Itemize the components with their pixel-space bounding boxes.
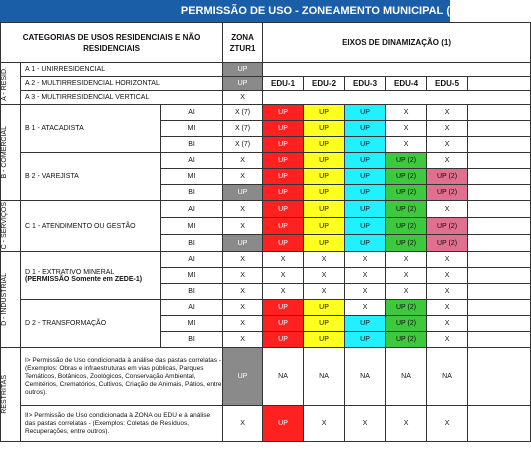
edu-cell: X [345, 268, 386, 284]
zona-cell: X [223, 300, 263, 316]
edu-cell: UP [304, 185, 345, 201]
edu-cell: UP [263, 137, 304, 153]
edu-cell: UP (2) [386, 169, 427, 185]
table-row [1, 252, 531, 268]
edu-cell: UP (2) [386, 300, 427, 316]
table-row [1, 105, 531, 121]
edu-cell: NA [304, 348, 345, 406]
table-row [1, 153, 531, 169]
edu-cell: X [386, 252, 427, 268]
size-label: AI [161, 201, 223, 218]
size-label: AI [161, 105, 223, 121]
zona-cell: UP [223, 185, 263, 201]
zona-cell: X [223, 218, 263, 235]
edu-cell: UP [304, 218, 345, 235]
edu-header: EDU-2 [304, 77, 345, 91]
edu-cell: X [386, 406, 427, 442]
table-row [1, 77, 531, 91]
zona-cell: X [223, 169, 263, 185]
zona-cell: X [223, 252, 263, 268]
edu-cell: UP [263, 406, 304, 442]
table-row [1, 348, 531, 406]
edu-cell: UP [345, 235, 386, 252]
size-label: AI [161, 252, 223, 268]
edu-cell: X [427, 316, 468, 332]
edu-cell: UP [263, 153, 304, 169]
edu-cell: UP [304, 137, 345, 153]
edu-cell: UP [304, 105, 345, 121]
edu-header: EDU-4 [386, 77, 427, 91]
banner-clip: ( [446, 5, 450, 17]
edu-cell: UP [345, 332, 386, 348]
row-label: D 1 - EXTRATIVO MINERAL (PERMISSÃO Somente em ZEDE-1) [21, 252, 161, 300]
edu-cell: UP (2) [386, 316, 427, 332]
edu-cell: X [427, 268, 468, 284]
zona-cell: X (7) [223, 121, 263, 137]
edu-cell: UP (2) [427, 235, 468, 252]
row-label: B 2 - VAREJISTA [21, 153, 161, 201]
edu-cell: UP [304, 316, 345, 332]
edu-cell: UP [345, 218, 386, 235]
size-label: MI [161, 268, 223, 284]
size-label: BI [161, 284, 223, 300]
edu-cell: NA [263, 348, 304, 406]
edu-cell: UP (2) [427, 218, 468, 235]
edu-cell: X [386, 105, 427, 121]
row-label-note: (PERMISSÃO Somente em ZEDE-1) [25, 275, 143, 283]
size-label: BI [161, 332, 223, 348]
group-industrial: D - INDUSTRIAL [1, 252, 21, 348]
edu-cell: X [304, 268, 345, 284]
group-resid: A - RESID. [1, 63, 21, 105]
title-banner [0, 0, 450, 22]
edu-cell: UP (2) [386, 235, 427, 252]
group-restritas: RESTRITAS [1, 348, 21, 442]
zona-cell: X [223, 268, 263, 284]
edu-cell: UP [345, 137, 386, 153]
size-label: AI [161, 153, 223, 169]
edu-cell: X [427, 201, 468, 218]
edu-cell: UP [263, 316, 304, 332]
group-comercial: B - COMERCIAL [1, 105, 21, 201]
zona-cell: X (7) [223, 105, 263, 121]
row-label: A 1 - UNIRRESIDENCIAL [21, 63, 223, 77]
edu-cell: UP [263, 105, 304, 121]
edu-cell: NA [345, 348, 386, 406]
restriction-text: I> Permissão de Uso condicionada à análise das pastas correlatas - (Exemplos: Obras e infraestruturas em vias públicas, Parques Temáticos, Botânicos, Zoológicos, Conservação Ambiental, Cemitérios, Crematórios, Cultivos, Criação de Animais, Pátios, entre outros). [21, 348, 223, 406]
edu-cell: X [263, 284, 304, 300]
edu-cell: UP (2) [386, 185, 427, 201]
eixos-header: EIXOS DE DINAMIZAÇÃO (1) [263, 23, 531, 63]
edu-cell: UP [304, 201, 345, 218]
table-row [1, 63, 531, 77]
zona-cell: X [223, 316, 263, 332]
table-row [1, 300, 531, 316]
zona-cell: X [223, 284, 263, 300]
edu-cell: UP [263, 169, 304, 185]
edu-cell: UP [263, 300, 304, 316]
size-label: MI [161, 316, 223, 332]
size-label: AI [161, 300, 223, 316]
edu-cell: UP [263, 235, 304, 252]
edu-cell: UP [304, 332, 345, 348]
restriction-text: II> Permissão de Uso condicionada à ZONA ou EDU e à análise das pastas correlatas - (Exemplos: Coletas de Resíduos, Recuperações, entre outros). [21, 406, 223, 442]
edu-cell: UP [263, 121, 304, 137]
edu-header: EDU-1 [263, 77, 304, 91]
edu-cell: X [386, 268, 427, 284]
edu-cell: X [427, 121, 468, 137]
size-label: BI [161, 185, 223, 201]
header-row [1, 23, 531, 63]
edu-cell: UP [345, 316, 386, 332]
edu-cell: NA [386, 348, 427, 406]
zona-cell: UP [223, 63, 263, 77]
size-label: MI [161, 218, 223, 235]
edu-cell: X [345, 252, 386, 268]
edu-cell: UP [345, 121, 386, 137]
zona-cell: X [223, 332, 263, 348]
size-label: MI [161, 169, 223, 185]
table-row [1, 201, 531, 218]
edu-cell: UP [263, 332, 304, 348]
edu-cell: UP [345, 105, 386, 121]
edu-cell: NA [427, 348, 468, 406]
edu-cell: X [386, 121, 427, 137]
edu-cell: UP (2) [427, 185, 468, 201]
edu-header: EDU-3 [345, 77, 386, 91]
edu-cell: X [304, 252, 345, 268]
edu-cell: UP [345, 185, 386, 201]
row-label: B 1 - ATACADISTA [21, 105, 161, 153]
edu-cell: UP (2) [427, 169, 468, 185]
edu-cell: X [386, 137, 427, 153]
edu-cell: UP (2) [386, 332, 427, 348]
edu-cell: UP [304, 235, 345, 252]
edu-cell: X [304, 406, 345, 442]
zona-cell: UP [223, 235, 263, 252]
edu-cell: X [427, 153, 468, 169]
edu-cell: UP [345, 201, 386, 218]
edu-cell: UP (2) [386, 201, 427, 218]
table-row [1, 91, 531, 105]
edu-cell: UP [263, 185, 304, 201]
edu-cell: X [263, 252, 304, 268]
edu-cell: X [427, 284, 468, 300]
zona-cell: X (7) [223, 137, 263, 153]
edu-cell: X [345, 284, 386, 300]
row-label: A 2 - MULTIRRESIDENCIAL HORIZONTAL [21, 77, 223, 91]
zona-cell: X [223, 201, 263, 218]
zona-cell: UP [223, 348, 263, 406]
edu-cell: X [386, 284, 427, 300]
group-servicos: C - SERVIÇOS [1, 201, 21, 252]
edu-cell: UP (2) [386, 218, 427, 235]
size-label: BI [161, 235, 223, 252]
edu-cell: X [427, 406, 468, 442]
edu-cell: UP [345, 169, 386, 185]
zona-cell: UP [223, 77, 263, 91]
edu-cell: UP [304, 169, 345, 185]
zoning-table [0, 22, 531, 442]
edu-cell: X [427, 137, 468, 153]
edu-cell: X [427, 300, 468, 316]
zona-cell: X [223, 153, 263, 169]
edu-cell: UP [304, 121, 345, 137]
edu-cell: X [427, 332, 468, 348]
zona-cell: X [223, 406, 263, 442]
row-label: A 3 - MULTIRRESIDENCIAL VERTICAL [21, 91, 223, 105]
edu-cell: UP [304, 153, 345, 169]
row-label: C 1 - ATENDIMENTO OU GESTÃO [21, 201, 161, 252]
edu-cell: X [345, 300, 386, 316]
banner-title: PERMISSÃO DE USO - ZONEAMENTO MUNICIPAL [180, 5, 444, 17]
edu-cell: X [263, 268, 304, 284]
table-row [1, 406, 531, 442]
edu-cell: UP (2) [386, 153, 427, 169]
edu-cell: X [427, 105, 468, 121]
edu-cell: UP [345, 153, 386, 169]
edu-header: EDU-5 [427, 77, 468, 91]
zona-cell: X [223, 91, 263, 105]
edu-cell: X [427, 252, 468, 268]
edu-cell: X [345, 406, 386, 442]
edu-cell: X [304, 284, 345, 300]
row-label: D 2 - TRANSFORMAÇÃO [21, 300, 161, 348]
edu-cell: UP [304, 300, 345, 316]
size-label: BI [161, 137, 223, 153]
zona-header: ZONA ZTUR1 [223, 23, 263, 63]
size-label: MI [161, 121, 223, 137]
edu-cell: UP [263, 201, 304, 218]
categorias-header: CATEGORIAS DE USOS RESIDENCIAIS E NÃO RESIDENCIAIS [1, 23, 223, 63]
edu-cell: UP [263, 218, 304, 235]
